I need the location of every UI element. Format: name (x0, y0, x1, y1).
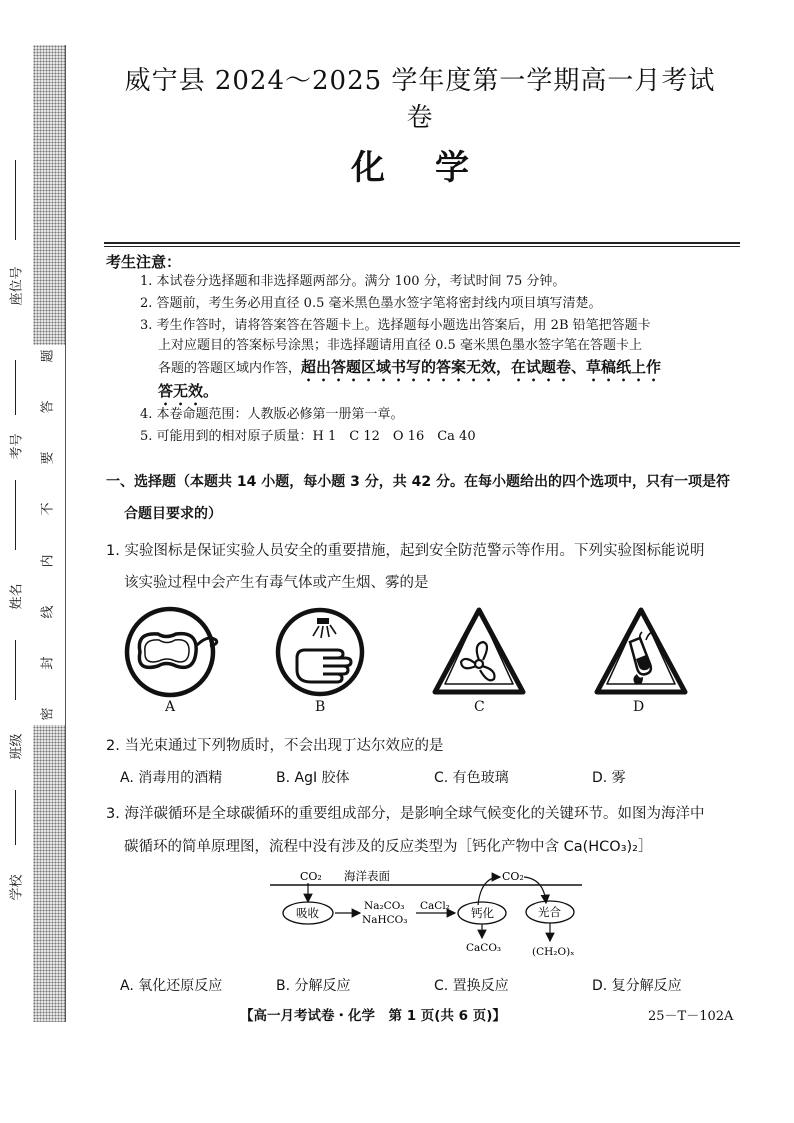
seal-word: 密 (40, 707, 56, 721)
notice-item: 1. 本试卷分选择题和非选择题两部分。满分 100 分，考试时间 75 分钟。 (140, 274, 566, 289)
heating-test-tube-icon[interactable] (592, 604, 690, 700)
q3-option-d[interactable]: D. 复分解反应 (592, 978, 682, 994)
notice-emphasis: 超出答题区域书写的答案无效，在试题卷、草稿纸上作 (301, 358, 662, 376)
section-heading-cont: 合题目要求的） (124, 506, 222, 522)
exhaust-fan-icon[interactable] (430, 604, 528, 700)
paper-code: 25－T－102A (648, 1009, 734, 1024)
notice-item: 各题的答题区域内作答， (158, 361, 302, 376)
absorb-label: 吸收 (296, 906, 319, 920)
seal-word: 不 (40, 502, 56, 516)
exam-no-label: 考号 (9, 433, 25, 460)
seal-word: 内 (40, 554, 56, 568)
question-3-stem: 3. 海洋碳循环是全球碳循环的重要组成部分，是影响全球气候变化的关键环节。如图为海洋中 (106, 806, 705, 822)
option-label-d: D (633, 699, 645, 715)
subject-title: 化学 (351, 148, 519, 188)
reagent-label: CaCl₂ (420, 900, 450, 912)
option-label-b: B (315, 699, 326, 715)
page-footer: 【高一月考试卷・化学 第 1 页(共 6 页)】 (240, 1008, 506, 1024)
q2-option-b[interactable]: B. AgI 胶体 (276, 770, 350, 786)
option-label-c: C (474, 699, 485, 715)
q3-option-a[interactable]: A. 氧化还原反应 (120, 978, 223, 994)
seat-label: 座位号 (9, 266, 25, 306)
co2-output: CO₂ (502, 870, 524, 883)
calcify-label: 钙化 (471, 906, 494, 920)
seal-warning (33, 345, 65, 725)
seal-line (65, 45, 66, 1022)
option-label-a: A (165, 699, 176, 715)
section-heading: 一、选择题（本题共 14 小题，每小题 3 分，共 42 分。在每小题给出的四个选项中，只有一项是符 (106, 474, 730, 490)
goggles-icon[interactable] (115, 606, 225, 698)
header-rule (104, 246, 740, 247)
notice-item: 4. 本卷命题范围：人教版必修第一册第一章。 (140, 407, 404, 422)
co2-input: CO₂ (300, 870, 322, 883)
sea-surface-label: 海洋表面 (344, 869, 390, 883)
product-label-2: (CH₂O)ₓ (532, 946, 575, 958)
notice-emphasis: 答无效。 (158, 382, 219, 400)
question-1-stem: 1. 实验图标是保证实验人员安全的重要措施，起到安全防范警示等作用。下列实验图标能说明 (106, 543, 705, 559)
photosynthesis-label: 光合 (538, 905, 561, 919)
name-label: 姓名 (9, 583, 25, 610)
seal-word: 答 (40, 400, 56, 414)
q2-option-d[interactable]: D. 雾 (592, 770, 626, 786)
hand-washing-icon[interactable] (275, 606, 365, 698)
notice-item: 2. 答题前，考生务必用直径 0.5 毫米黑色墨水签字笔将密封线内项目填写清楚。 (140, 296, 602, 311)
exam-title: 威宁县 2024～2025 学年度第一学期高一月考试卷 (124, 66, 716, 133)
notice-item: 5. 可能用到的相对原子质量：H 1 C 12 O 16 Ca 40 (140, 429, 476, 444)
q3-option-b[interactable]: B. 分解反应 (276, 978, 351, 994)
q2-option-c[interactable]: C. 有色玻璃 (434, 770, 509, 786)
carbon-cycle-diagram (270, 865, 590, 960)
seat-field[interactable] (0, 160, 30, 360)
notice-title: 考生注意： (106, 253, 182, 271)
notice-item: 上对应题目的答案标号涂黑；非选择题请用直径 0.5 毫米黑色墨水签字笔在答题卡上 (158, 338, 642, 353)
school-label: 学校 (9, 874, 25, 901)
header-rule (104, 242, 740, 244)
question-3-stem-cont: 碳循环的简单原理图，流程中没有涉及的反应类型为［钙化产物中含 Ca(HCO₃)₂］ (124, 839, 653, 855)
seal-word: 线 (40, 605, 56, 619)
question-2-stem: 2. 当光束通过下列物质时，不会出现丁达尔效应的是 (106, 738, 444, 754)
school-field[interactable] (0, 790, 30, 990)
seal-word: 题 (40, 349, 56, 363)
salt-label-1: Na₂CO₃ (364, 900, 405, 912)
q3-option-c[interactable]: C. 置换反应 (434, 978, 509, 994)
q2-option-a[interactable]: A. 消毒用的酒精 (120, 770, 223, 786)
question-1-stem-cont: 该实验过程中会产生有毒气体或产生烟、雾的是 (124, 575, 429, 591)
class-label: 班级 (9, 733, 25, 760)
notice-item: 3. 考生作答时，请将答案答在答题卡上。选择题每小题选出答案后，用 2B 铅笔把答题卡 (140, 318, 651, 333)
seal-word: 要 (40, 451, 56, 465)
seal-word: 封 (40, 656, 56, 670)
product-label-1: CaCO₃ (466, 942, 502, 954)
salt-label-2: NaHCO₃ (362, 914, 408, 926)
